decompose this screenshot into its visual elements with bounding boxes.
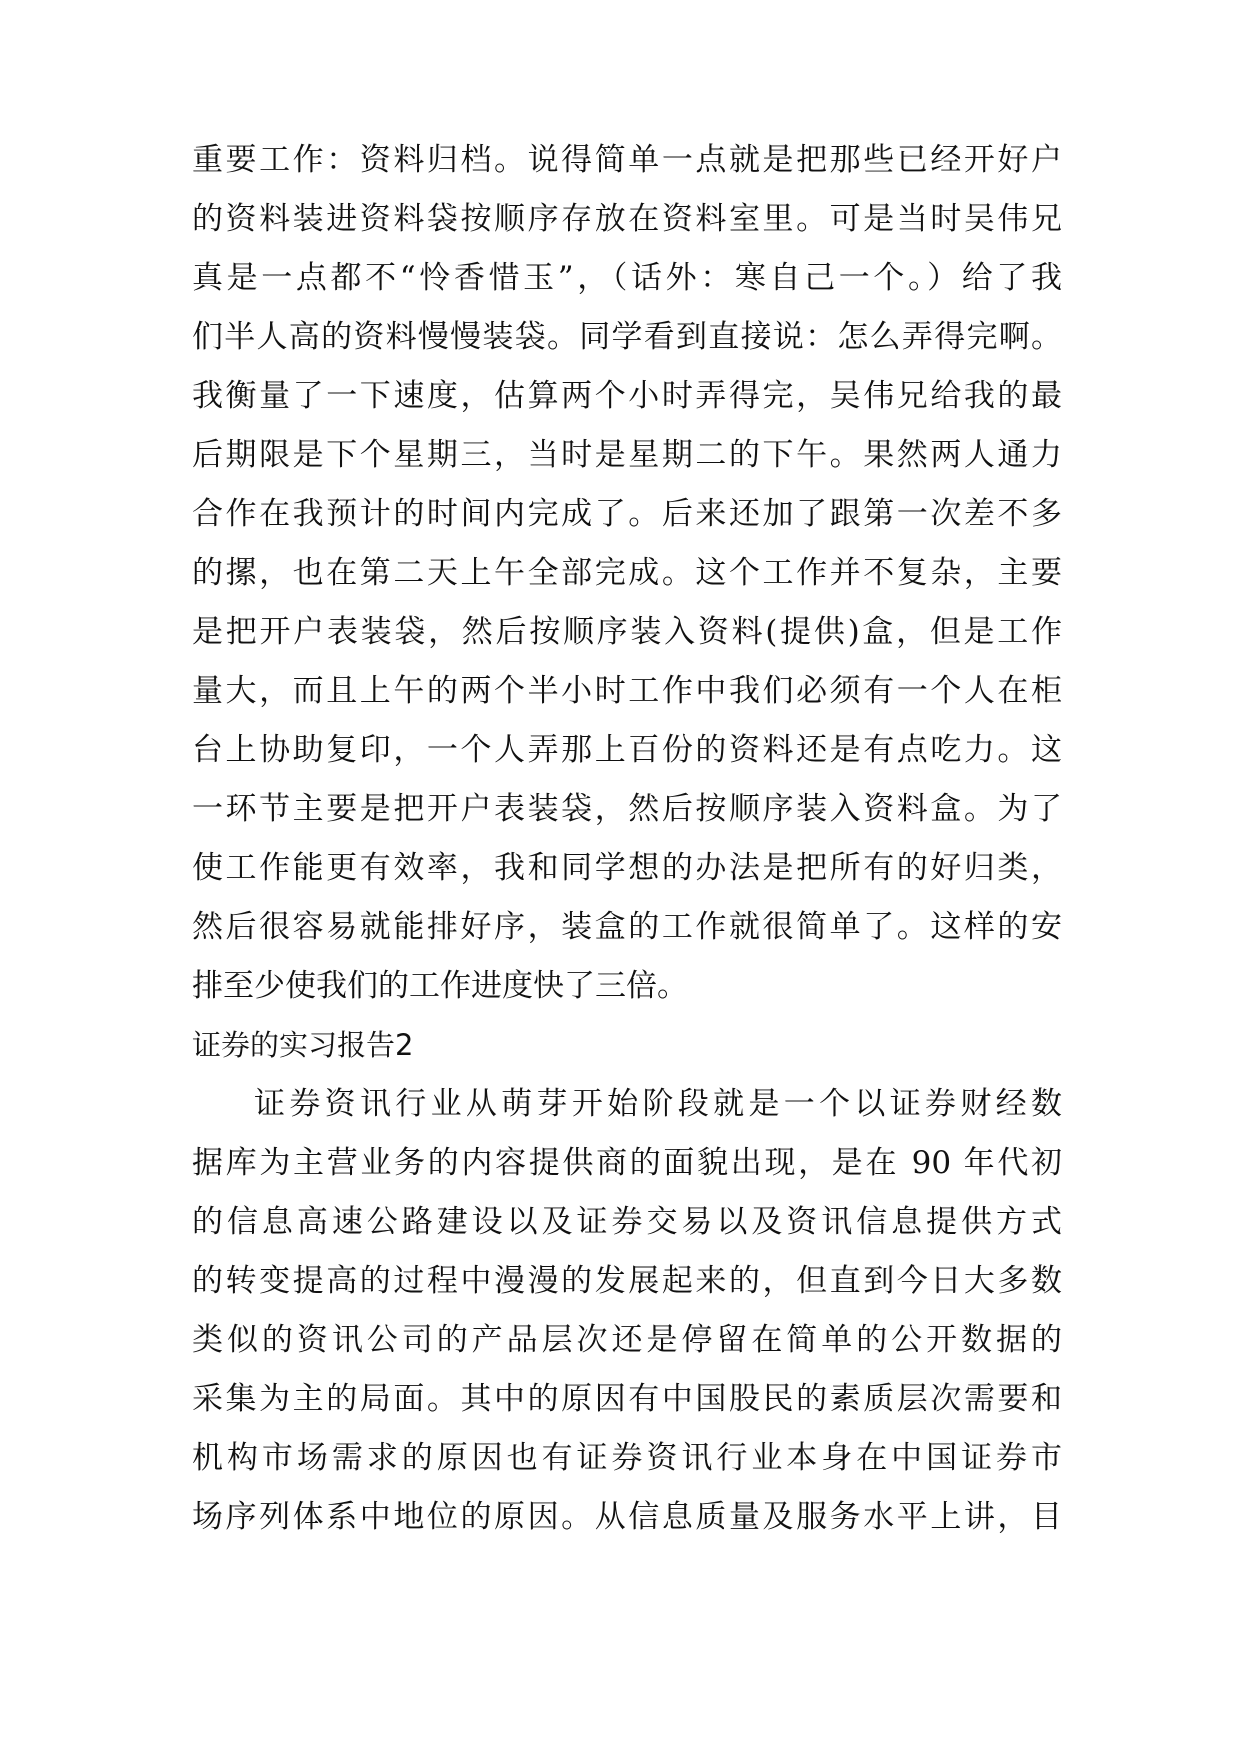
text-line: 我衡量了一下速度，估算两个小时弄得完，吴伟兄给我的最 [192, 378, 1062, 414]
text-line: 的资料装进资料袋按顺序存放在资料室里。可是当时吴伟兄 [192, 201, 1062, 237]
paragraph-1 [192, 131, 1062, 1016]
text-line: 的转变提高的过程中漫漫的发展起来的，但直到今日大多数 [192, 1263, 1062, 1299]
text-line: 的信息高速公路建设以及证券交易以及资讯信息提供方式 [192, 1204, 1062, 1240]
text-line: 后期限是下个星期三，当时是星期二的下午。果然两人通力 [192, 437, 1062, 473]
text-line: 量大，而且上午的两个半小时工作中我们必须有一个人在柜 [192, 673, 1062, 709]
text-line: 类似的资讯公司的产品层次还是停留在简单的公开数据的 [192, 1322, 1062, 1358]
paragraph-2 [192, 1075, 1062, 1547]
text-line: 排至少使我们的工作进度快了三倍。 [192, 968, 688, 1004]
text-line: 使工作能更有效率，我和同学想的办法是把所有的好归类， [192, 850, 1062, 886]
section-heading: 证券的实习报告2 [192, 1028, 414, 1062]
text-line: 重要工作：资料归档。说得简单一点就是把那些已经开好户 [192, 142, 1062, 178]
text-line: 采集为主的局面。其中的原因有中国股民的素质层次需要和 [192, 1381, 1062, 1417]
text-line: 据库为主营业务的内容提供商的面貌出现，是在 90 年代初 [192, 1145, 1062, 1181]
text-line: 证券资讯行业从萌芽开始阶段就是一个以证券财经数 [254, 1086, 1062, 1122]
text-line: 场序列体系中地位的原因。从信息质量及服务水平上讲，目 [192, 1499, 1062, 1535]
text-line: 合作在我预计的时间内完成了。后来还加了跟第一次差不多 [192, 496, 1062, 532]
text-line: 真是一点都不“怜香惜玉”，（话外：寒自己一个。）给了我 [192, 260, 1062, 296]
text-line: 是把开户表装袋，然后按顺序装入资料(提供)盒，但是工作 [192, 614, 1062, 650]
text-line: 然后很容易就能排好序，装盒的工作就很简单了。这样的安 [192, 909, 1062, 945]
text-line: 台上协助复印，一个人弄那上百份的资料还是有点吃力。这 [192, 732, 1062, 768]
text-line: 机构市场需求的原因也有证券资讯行业本身在中国证券市 [192, 1440, 1062, 1476]
document-body [192, 131, 1062, 1547]
text-line: 们半人高的资料慢慢装袋。同学看到直接说：怎么弄得完啊。 [192, 319, 1062, 355]
text-line: 一环节主要是把开户表装袋，然后按顺序装入资料盒。为了 [192, 791, 1062, 827]
text-line: 的摞，也在第二天上午全部完成。这个工作并不复杂，主要 [192, 555, 1062, 591]
